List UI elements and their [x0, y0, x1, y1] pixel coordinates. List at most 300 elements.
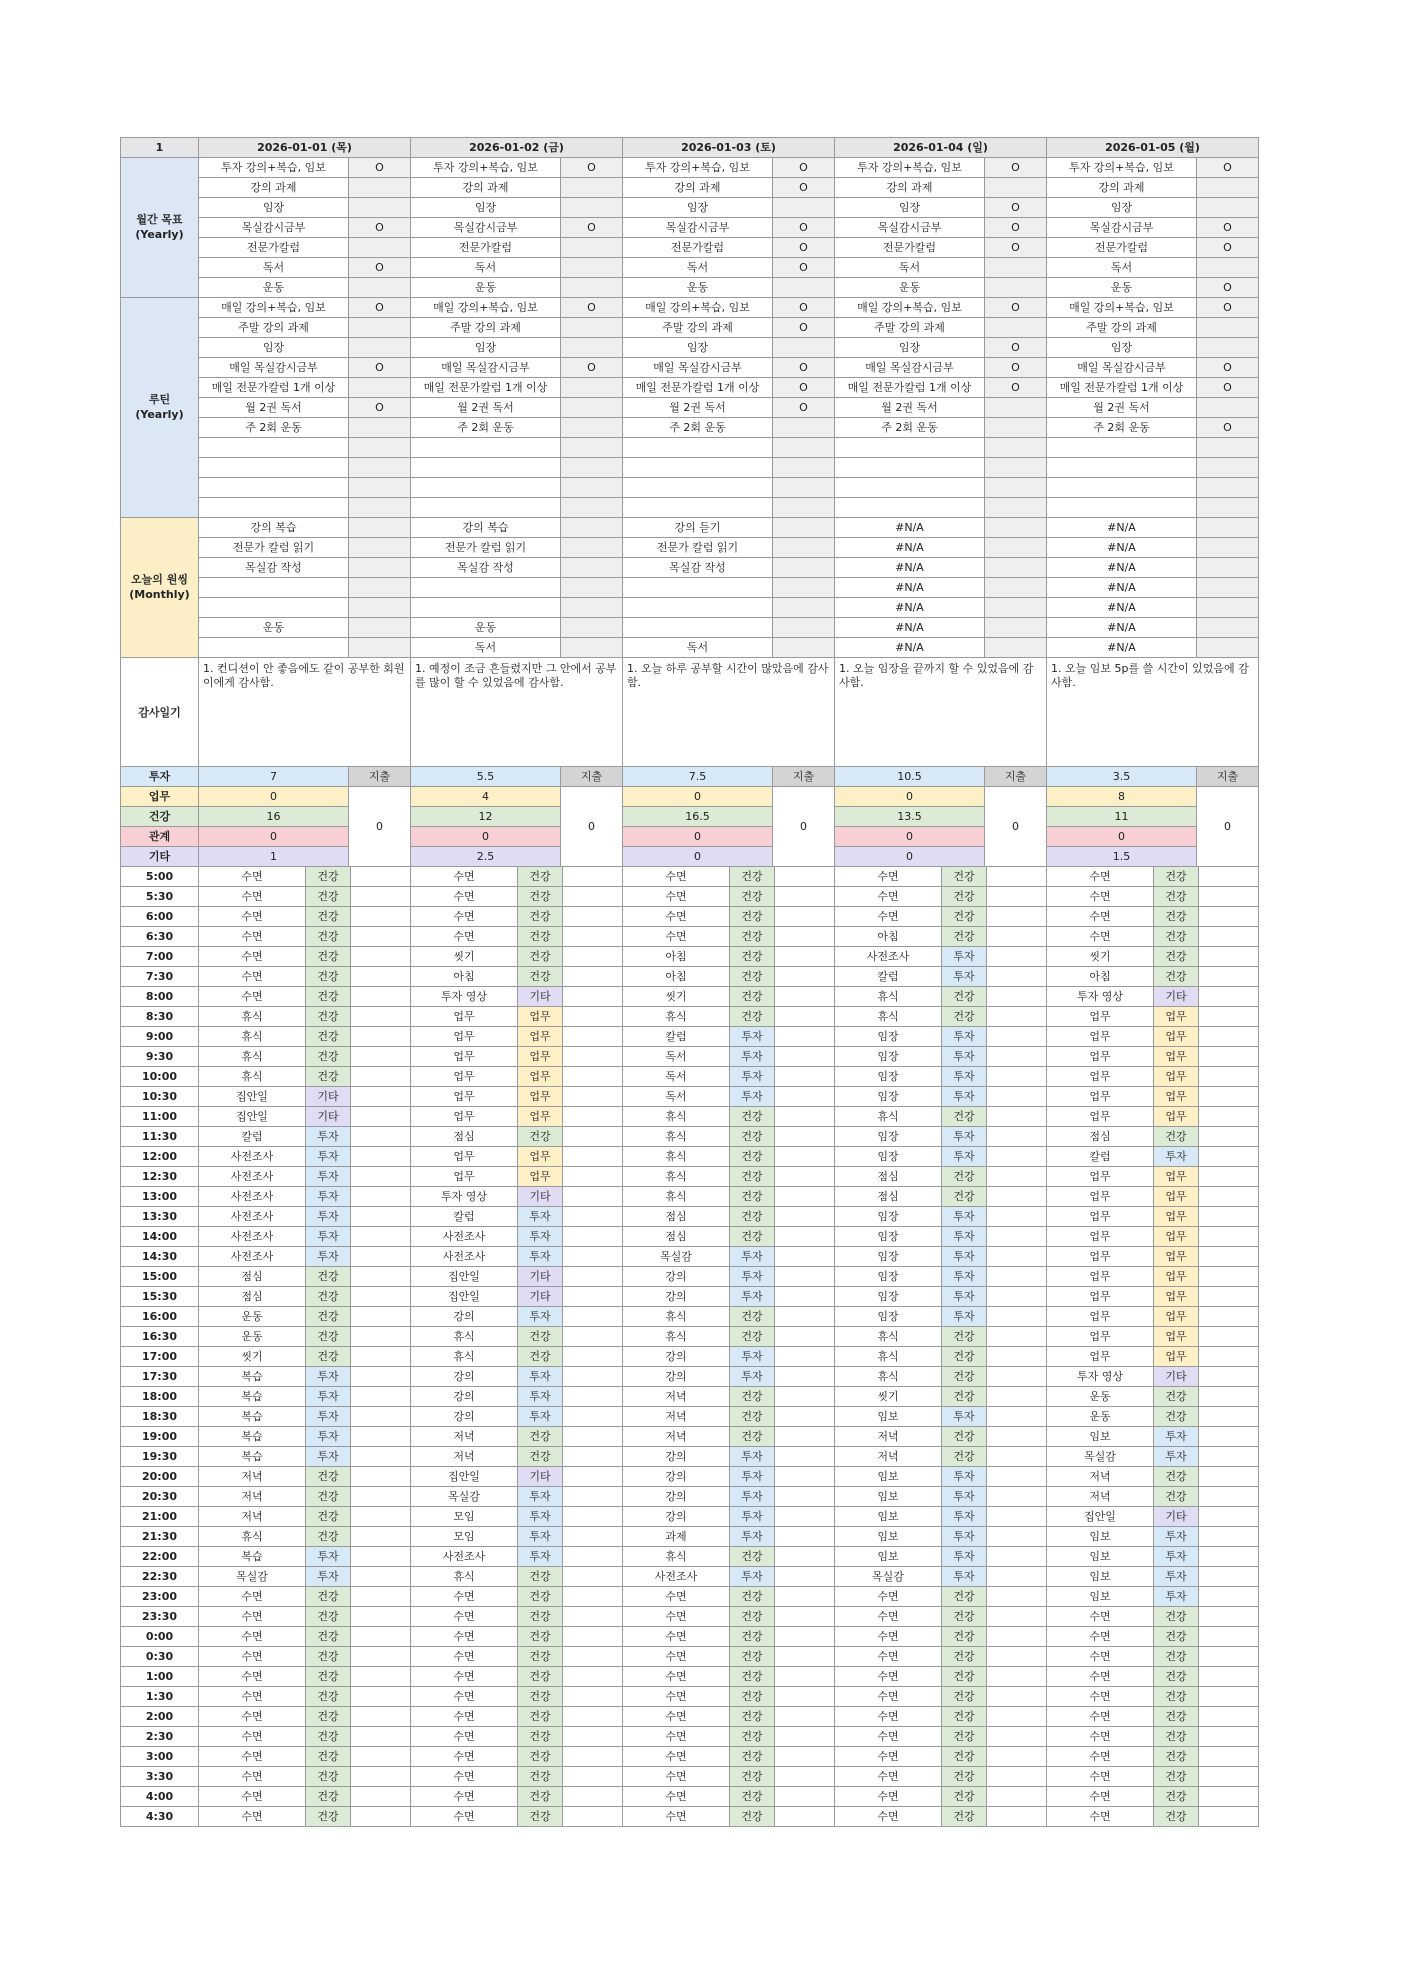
schedule-slot-row: [411, 1427, 622, 1446]
monthly-goal-item: 전문가칼럼: [411, 238, 561, 258]
activity-category: 건강: [517, 1807, 563, 1826]
sheet-row: [121, 198, 1259, 218]
activity-category: 건강: [517, 1727, 563, 1746]
activity-name: 사전조사: [442, 1550, 486, 1563]
schedule-blank: [1199, 1667, 1258, 1686]
schedule-blank: [775, 1587, 834, 1606]
schedule-slot: [1047, 1347, 1259, 1367]
activity-category: 건강: [305, 867, 351, 886]
schedule-slot-row: [835, 1707, 1046, 1726]
activity-category: 건강: [941, 1007, 987, 1026]
schedule-blank: [563, 1087, 622, 1106]
sheet-row: [121, 1067, 1259, 1087]
schedule-blank: [775, 1287, 834, 1306]
schedule-slot: [411, 1227, 623, 1247]
activity-category: 건강: [1153, 1407, 1199, 1426]
activity-category: 업무: [1153, 1207, 1199, 1226]
activity-category: 건강: [305, 1487, 351, 1506]
expense-label: 지출: [1197, 767, 1259, 787]
activity-name: 저녁: [241, 1510, 263, 1523]
schedule-blank: [563, 1267, 622, 1286]
schedule-blank: [775, 1807, 834, 1826]
schedule-blank: [775, 1567, 834, 1586]
activity-name: 사전조사: [654, 1570, 698, 1583]
schedule-slot-row: [623, 1147, 834, 1166]
activity-name: 수면: [241, 890, 263, 903]
activity-category: 건강: [729, 1387, 775, 1406]
time-slot-label: 12:30: [121, 1167, 199, 1187]
schedule-blank: [563, 1367, 622, 1386]
activity-name: 저녁: [665, 1390, 687, 1403]
schedule-blank: [775, 1407, 834, 1426]
routine-check: O: [349, 358, 411, 378]
schedule-slot-row: [623, 1387, 834, 1406]
schedule-slot: [835, 1287, 1047, 1307]
schedule-blank: [351, 1707, 410, 1726]
routine-item: 매일 전문가칼럼 1개 이상: [199, 378, 349, 398]
activity-name: 운동: [1089, 1390, 1111, 1403]
schedule-slot-row: [411, 1227, 622, 1246]
schedule-slot-row: [623, 1047, 834, 1066]
activity-name: 수면: [453, 1650, 475, 1663]
activity-category: 투자: [517, 1407, 563, 1426]
sheet-row: [121, 787, 1259, 807]
activity-name: 임보: [877, 1530, 899, 1543]
schedule-slot-row: [1047, 1587, 1258, 1606]
monthly-goal-check: O: [349, 158, 411, 178]
schedule-blank: [351, 1007, 410, 1026]
activity-name: 강의: [665, 1470, 687, 1483]
activity-name: 임장: [877, 1210, 899, 1223]
activity-name: 업무: [453, 1010, 475, 1023]
schedule-slot-row: [199, 1127, 410, 1146]
schedule-blank: [775, 967, 834, 986]
activity-category: 건강: [1153, 1727, 1199, 1746]
monthly-goal-check: O: [773, 158, 835, 178]
onething-check: [773, 638, 835, 658]
schedule-slot-row: [199, 907, 410, 926]
rel-total-value: 0: [835, 827, 985, 847]
activity-name: 수면: [453, 1770, 475, 1783]
activity-name: 씻기: [453, 950, 475, 963]
activity-category: 건강: [729, 1647, 775, 1666]
schedule-blank: [563, 1247, 622, 1266]
sheet-row: [121, 478, 1259, 498]
schedule-slot: [623, 1367, 835, 1387]
schedule-blank: [987, 967, 1046, 986]
schedule-blank: [1199, 1107, 1258, 1126]
activity-category: 투자: [305, 1427, 351, 1446]
schedule-slot-row: [411, 947, 622, 966]
schedule-blank: [1199, 1427, 1258, 1446]
activity-name: 칼럼: [241, 1130, 263, 1143]
activity-name: 업무: [1089, 1030, 1111, 1043]
schedule-blank: [987, 907, 1046, 926]
schedule-slot-row: [1047, 1787, 1258, 1806]
monthly-goal-item: 임장: [411, 198, 561, 218]
schedule-slot: [835, 1767, 1047, 1787]
schedule-blank: [987, 1667, 1046, 1686]
schedule-blank: [351, 1367, 410, 1386]
schedule-blank: [563, 1067, 622, 1086]
routine-check: [349, 318, 411, 338]
routine-item: 매일 강의+복습, 임보: [1047, 298, 1197, 318]
schedule-blank: [563, 987, 622, 1006]
schedule-blank: [351, 1327, 410, 1346]
invest-total-value: 10.5: [835, 767, 985, 787]
activity-name: 목실감: [1084, 1450, 1116, 1463]
sheet-row: [121, 947, 1259, 967]
activity-name: 수면: [877, 1810, 899, 1823]
time-slot-label: 17:30: [121, 1367, 199, 1387]
schedule-slot-row: [835, 1067, 1046, 1086]
schedule-slot: [199, 1367, 411, 1387]
schedule-blank: [987, 1447, 1046, 1466]
schedule-blank: [775, 1467, 834, 1486]
monthly-goal-item: 전문가칼럼: [835, 238, 985, 258]
time-slot-label: 23:30: [121, 1607, 199, 1627]
schedule-slot: [199, 1767, 411, 1787]
schedule-slot: [411, 1527, 623, 1547]
schedule-blank: [1199, 907, 1258, 926]
routine-item: 매일 강의+복습, 임보: [411, 298, 561, 318]
activity-category: 건강: [517, 867, 563, 886]
schedule-slot: [1047, 1207, 1259, 1227]
schedule-blank: [987, 1807, 1046, 1826]
schedule-blank: [1199, 1487, 1258, 1506]
schedule-blank: [775, 1427, 834, 1446]
expense-label: 지출: [561, 767, 623, 787]
schedule-blank: [351, 1207, 410, 1226]
activity-name: 임보: [877, 1490, 899, 1503]
schedule-slot-row: [199, 1447, 410, 1466]
schedule-slot: [1047, 1327, 1259, 1347]
schedule-slot-row: [199, 1247, 410, 1266]
schedule-slot: [411, 907, 623, 927]
activity-name: 집안일: [236, 1110, 268, 1123]
monthly-goal-item: 독서: [1047, 258, 1197, 278]
activity-name: 독서: [665, 1070, 687, 1083]
schedule-slot-row: [835, 1467, 1046, 1486]
routine-item: 매일 강의+복습, 임보: [623, 298, 773, 318]
schedule-blank: [1199, 1787, 1258, 1806]
gratitude-diary-entry: 1. 컨디션이 안 좋음에도 같이 공부한 회원이에게 감사함.: [199, 658, 411, 767]
schedule-blank: [1199, 1247, 1258, 1266]
schedule-blank: [563, 1547, 622, 1566]
expense-value: 0: [773, 787, 835, 867]
activity-name: 아침: [1089, 970, 1111, 983]
activity-category: 건강: [1153, 947, 1199, 966]
onething-section-label: 오늘의 원씽 (Monthly): [121, 518, 199, 658]
schedule-slot-row: [623, 1007, 834, 1026]
schedule-slot-row: [199, 1327, 410, 1346]
activity-name: 임장: [877, 1290, 899, 1303]
time-slot-label: 0:00: [121, 1627, 199, 1647]
schedule-slot-row: [1047, 907, 1258, 926]
schedule-blank: [1199, 1647, 1258, 1666]
monthly-goal-check: O: [1197, 158, 1259, 178]
schedule-slot-row: [623, 1527, 834, 1546]
schedule-blank: [775, 867, 834, 886]
monthly-goal-item: 목실감시금부: [623, 218, 773, 238]
schedule-slot: [1047, 1627, 1259, 1647]
schedule-slot-row: [1047, 1167, 1258, 1186]
schedule-slot-row: [1047, 1067, 1258, 1086]
schedule-slot: [199, 1687, 411, 1707]
schedule-slot: [1047, 967, 1259, 987]
onething-check: [561, 538, 623, 558]
routine-check: [561, 398, 623, 418]
activity-category: 건강: [729, 1107, 775, 1126]
onething-check: [1197, 598, 1259, 618]
routine-check: [985, 418, 1047, 438]
monthly-goal-check: O: [1197, 238, 1259, 258]
schedule-slot: [411, 1767, 623, 1787]
schedule-slot: [199, 967, 411, 987]
activity-name: 임장: [877, 1090, 899, 1103]
activity-name: 복습: [241, 1550, 263, 1563]
sheet-row: [121, 1147, 1259, 1167]
activity-category: 건강: [729, 1207, 775, 1226]
activity-category: 건강: [305, 1067, 351, 1086]
onething-check: [349, 598, 411, 618]
sheet-row: [121, 1367, 1259, 1387]
schedule-slot-row: [199, 1767, 410, 1786]
schedule-blank: [1199, 1227, 1258, 1246]
schedule-blank: [351, 1227, 410, 1246]
activity-name: 모임: [453, 1510, 475, 1523]
schedule-slot-row: [1047, 1147, 1258, 1166]
activity-name: 수면: [453, 1590, 475, 1603]
schedule-slot-row: [835, 1307, 1046, 1326]
routine-item: 주말 강의 과제: [199, 318, 349, 338]
activity-category: 투자: [941, 1227, 987, 1246]
activity-category: 건강: [517, 1447, 563, 1466]
activity-category: 건강: [305, 1467, 351, 1486]
routine-check: [985, 498, 1047, 518]
activity-name: 임장: [877, 1070, 899, 1083]
activity-name: 수면: [665, 1790, 687, 1803]
expense-label: 지출: [773, 767, 835, 787]
schedule-slot: [411, 867, 623, 887]
activity-name: 수면: [453, 870, 475, 883]
schedule-blank: [987, 1067, 1046, 1086]
schedule-blank: [1199, 887, 1258, 906]
activity-name: 수면: [665, 1690, 687, 1703]
schedule-slot-row: [411, 1347, 622, 1366]
activity-name: 수면: [665, 910, 687, 923]
activity-name: 복습: [241, 1450, 263, 1463]
schedule-slot: [623, 967, 835, 987]
activity-name: 저녁: [877, 1450, 899, 1463]
sheet-row: [121, 987, 1259, 1007]
activity-name: 휴식: [241, 1070, 263, 1083]
onething-item: #N/A: [1047, 518, 1197, 538]
schedule-blank: [775, 1547, 834, 1566]
activity-name: 저녁: [877, 1430, 899, 1443]
schedule-slot: [411, 1387, 623, 1407]
onething-check: [561, 638, 623, 658]
routine-check: [1197, 458, 1259, 478]
routine-check: [349, 478, 411, 498]
activity-name: 휴식: [665, 1010, 687, 1023]
schedule-slot: [835, 1467, 1047, 1487]
expense-value: 0: [349, 787, 411, 867]
schedule-slot: [1047, 927, 1259, 947]
invest-total-value: 7: [199, 767, 349, 787]
activity-category: 투자: [941, 1267, 987, 1286]
schedule-blank: [351, 1467, 410, 1486]
activity-category: 건강: [517, 1607, 563, 1626]
schedule-slot-row: [199, 1167, 410, 1186]
schedule-slot-row: [1047, 1007, 1258, 1026]
schedule-slot: [411, 1547, 623, 1567]
schedule-slot: [623, 1147, 835, 1167]
schedule-slot-row: [835, 1747, 1046, 1766]
schedule-slot: [411, 1487, 623, 1507]
activity-category: 건강: [517, 1667, 563, 1686]
schedule-blank: [987, 1387, 1046, 1406]
schedule-slot: [835, 947, 1047, 967]
schedule-slot-row: [199, 1547, 410, 1566]
schedule-blank: [563, 1107, 622, 1126]
schedule-slot-row: [623, 1807, 834, 1826]
activity-category: 건강: [941, 1427, 987, 1446]
schedule-slot-row: [411, 967, 622, 986]
schedule-slot: [1047, 1047, 1259, 1067]
schedule-slot-row: [835, 1187, 1046, 1206]
schedule-slot: [835, 1147, 1047, 1167]
monthly-goal-item: 임장: [199, 198, 349, 218]
schedule-slot-row: [835, 1227, 1046, 1246]
routine-item: 월 2권 독서: [411, 398, 561, 418]
schedule-slot-row: [411, 1187, 622, 1206]
schedule-slot-row: [623, 887, 834, 906]
schedule-slot: [199, 1507, 411, 1527]
schedule-blank: [775, 1147, 834, 1166]
schedule-slot: [835, 1727, 1047, 1747]
schedule-slot-row: [623, 1207, 834, 1226]
activity-name: 수면: [877, 1610, 899, 1623]
schedule-blank: [563, 1127, 622, 1146]
time-slot-label: 3:00: [121, 1747, 199, 1767]
sheet-row: [121, 458, 1259, 478]
schedule-slot: [411, 1347, 623, 1367]
schedule-slot-row: [199, 887, 410, 906]
schedule-blank: [563, 1307, 622, 1326]
schedule-blank: [351, 1247, 410, 1266]
activity-category: 건강: [941, 1647, 987, 1666]
schedule-slot: [411, 1047, 623, 1067]
monthly-goal-item: 투자 강의+복습, 임보: [623, 158, 773, 178]
schedule-slot-row: [199, 1427, 410, 1446]
schedule-slot: [623, 1307, 835, 1327]
onething-check: [985, 618, 1047, 638]
activity-category: 업무: [1153, 1187, 1199, 1206]
schedule-slot: [835, 1447, 1047, 1467]
schedule-slot: [199, 1427, 411, 1447]
schedule-slot: [835, 1327, 1047, 1347]
activity-category: 투자: [517, 1247, 563, 1266]
schedule-slot-row: [835, 907, 1046, 926]
onething-item: #N/A: [835, 598, 985, 618]
schedule-slot-row: [623, 1127, 834, 1146]
activity-name: 수면: [665, 1770, 687, 1783]
schedule-slot: [411, 1787, 623, 1807]
schedule-blank: [351, 947, 410, 966]
schedule-slot: [1047, 1227, 1259, 1247]
schedule-slot: [623, 1447, 835, 1467]
routine-check: [773, 498, 835, 518]
sheet-row: [121, 1347, 1259, 1367]
time-slot-label: 17:00: [121, 1347, 199, 1367]
monthly-goal-check: [561, 278, 623, 298]
monthly-goal-item: 운동: [199, 278, 349, 298]
schedule-blank: [563, 1327, 622, 1346]
activity-category: 투자: [941, 1027, 987, 1046]
activity-category: 건강: [1153, 1667, 1199, 1686]
activity-name: 저녁: [453, 1450, 475, 1463]
schedule-slot-row: [1047, 1607, 1258, 1626]
schedule-slot: [1047, 1027, 1259, 1047]
schedule-slot-row: [835, 1487, 1046, 1506]
time-slot-label: 14:00: [121, 1227, 199, 1247]
schedule-slot-row: [623, 907, 834, 926]
onething-item: [623, 618, 773, 638]
monthly-goal-item: 독서: [623, 258, 773, 278]
sheet-row: [121, 887, 1259, 907]
schedule-blank: [563, 1647, 622, 1666]
schedule-slot-row: [411, 887, 622, 906]
sheet-row: [121, 1607, 1259, 1627]
schedule-slot: [623, 1207, 835, 1227]
sheet-row: [121, 1807, 1259, 1827]
routine-item: 임장: [623, 338, 773, 358]
schedule-slot: [411, 1287, 623, 1307]
activity-name: 씻기: [877, 1390, 899, 1403]
activity-name: 독서: [665, 1050, 687, 1063]
schedule-slot: [1047, 1607, 1259, 1627]
activity-category: 건강: [305, 1687, 351, 1706]
activity-category: 건강: [941, 1807, 987, 1826]
schedule-slot-row: [623, 987, 834, 1006]
schedule-blank: [563, 967, 622, 986]
activity-name: 강의: [665, 1350, 687, 1363]
routine-check: O: [1197, 298, 1259, 318]
time-slot-label: 16:00: [121, 1307, 199, 1327]
schedule-slot-row: [1047, 867, 1258, 886]
time-slot-label: 22:30: [121, 1567, 199, 1587]
activity-name: 강의: [453, 1390, 475, 1403]
schedule-slot: [411, 1167, 623, 1187]
schedule-blank: [351, 1807, 410, 1826]
routine-check: [561, 438, 623, 458]
schedule-slot: [623, 1587, 835, 1607]
schedule-blank: [351, 867, 410, 886]
schedule-slot-row: [411, 1527, 622, 1546]
schedule-slot-row: [411, 1627, 622, 1646]
schedule-slot-row: [623, 1687, 834, 1706]
schedule-slot: [411, 1427, 623, 1447]
schedule-slot-row: [1047, 1187, 1258, 1206]
schedule-blank: [1199, 1387, 1258, 1406]
sheet-row: [121, 338, 1259, 358]
activity-category: 업무: [1153, 1307, 1199, 1326]
schedule-slot-row: [411, 1747, 622, 1766]
sheet-row: [121, 1487, 1259, 1507]
schedule-blank: [987, 1187, 1046, 1206]
activity-category: 기타: [517, 1467, 563, 1486]
